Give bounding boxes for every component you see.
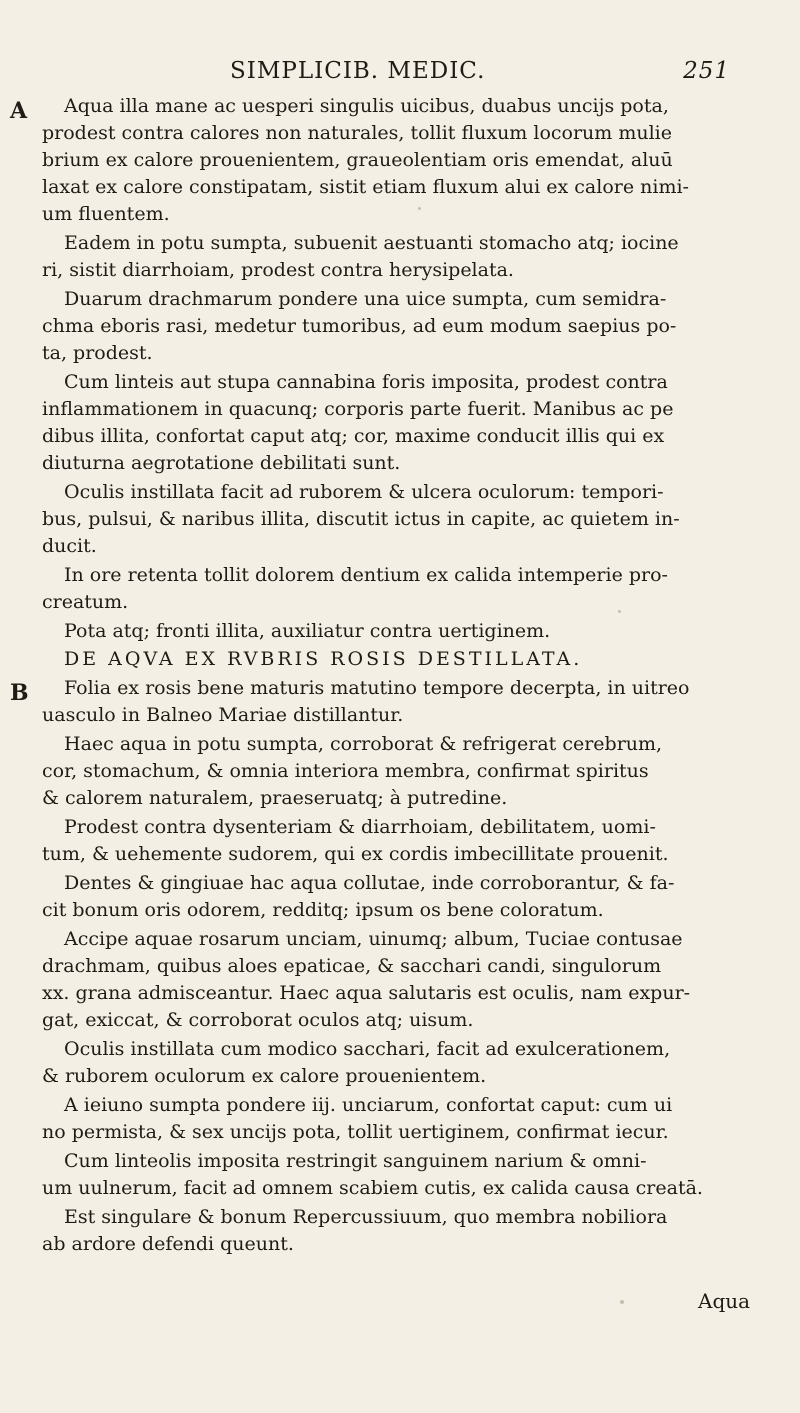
text-line: laxat ex calore constipatam, sistit etiam fluxum alui ex calore nimi- [42,176,689,198]
text-line: drachmam, quibus aloes epaticae, & sacchari candi, singulorum [42,955,662,977]
text-line: prodest contra calores non naturales, tollit fluxum locorum mulie [42,122,672,144]
text-line: ta, prodest. [42,342,153,364]
text-line: Est singulare & bonum Repercussiuum, quo membra nobiliora [64,1206,668,1228]
text-line: Folia ex rosis bene maturis matutino tempore decerpta, in uitreo [64,677,690,699]
text-line: & calorem naturalem, praeseruatq; à putredine. [42,787,508,809]
text-line: Oculis instillata facit ad ruborem & ulcera oculorum: tempori- [64,481,664,503]
text-line: Cum linteolis imposita restringit sanguinem narium & omni- [64,1150,647,1172]
text-line: diuturna aegrotatione debilitati sunt. [42,452,401,474]
text-line: ri, sistit diarrhoiam, prodest contra herysipelata. [42,259,514,281]
text-line: A ieiuno sumpta pondere iij. unciarum, confortat caput: cum ui [64,1094,673,1116]
text-line: creatum. [42,591,129,613]
paper-speck [620,1300,624,1304]
text-line: Prodest contra dysenteriam & diarrhoiam, debilitatem, uomi- [64,816,656,838]
text-line: no permista, & sex uncijs pota, tollit uertiginem, confirmat iecur. [42,1121,669,1143]
text-line: Cum linteis aut stupa cannabina foris imposita, prodest contra [64,371,668,393]
section-title: DE AQVA EX RVBRIS ROSIS DESTILLATA. [64,648,583,670]
text-line: Eadem in potu sumpta, subuenit aestuanti stomacho atq; iocine [64,232,679,254]
text-line: Accipe aquae rosarum unciam, uinumq; album, Tuciae contusae [64,928,683,950]
text-line: Dentes & gingiuae hac aqua collutae, inde corroborantur, & fa- [64,872,675,894]
text-line: xx. grana admisceantur. Haec aqua salutaris est oculis, nam expur- [42,982,691,1004]
text-line: Pota atq; fronti illita, auxiliatur contra uertiginem. [64,620,551,642]
text-line: In ore retenta tollit dolorem dentium ex calida intemperie pro- [64,564,668,586]
page-header [230,58,730,88]
catchword: Aqua [698,1289,751,1313]
text-line: ab ardore defendi queunt. [42,1233,294,1255]
text-line: inflammationem in quacunq; corporis parte fuerit. Manibus ac pe [42,398,674,420]
text-line: cor, stomachum, & omnia interiora membra, confirmat spiritus [42,760,649,782]
text-line: cit bonum oris odorem, redditq; ipsum os bene coloratum. [42,899,604,921]
text-line: dibus illita, confortat caput atq; cor, maxime conducit illis qui ex [42,425,665,447]
margin-letter-b: B [10,680,29,706]
text-line: Duarum drachmarum pondere una uice sumpta, cum semidra- [64,288,667,310]
text-line: chma eboris rasi, medetur tumoribus, ad eum modum saepius po- [42,315,677,337]
text-line: tum, & uehemente sudorem, qui ex cordis imbecillitate prouenit. [42,843,669,865]
paper-speck [418,207,421,210]
paper-speck [618,610,621,613]
running-head: SIMPLICIB. MEDIC. [230,58,486,84]
text-line: Oculis instillata cum modico sacchari, facit ad exulcerationem, [64,1038,671,1060]
margin-letter-a: A [10,98,28,124]
text-line: Haec aqua in potu sumpta, corroborat & refrigerat cerebrum, [64,733,663,755]
page-number: 251 [683,58,730,84]
text-line: Aqua illa mane ac uesperi singulis uicibus, duabus uncijs pota, [64,95,669,117]
text-line: gat, exiccat, & corroborat oculos atq; uisum. [42,1009,474,1031]
text-line: um uulnerum, facit ad omnem scabiem cutis, ex calida causa creatā. [42,1177,703,1199]
text-line: bus, pulsui, & naribus illita, discutit ictus in capite, ac quietem in- [42,508,680,530]
text-line: uasculo in Balneo Mariae distillantur. [42,704,404,726]
text-line: brium ex calore prouenientem, graueolentiam oris emendat, aluū [42,149,673,171]
text-line: & ruborem oculorum ex calore prouenientem. [42,1065,487,1087]
text-line: um fluentem. [42,203,170,225]
text-line: ducit. [42,535,97,557]
